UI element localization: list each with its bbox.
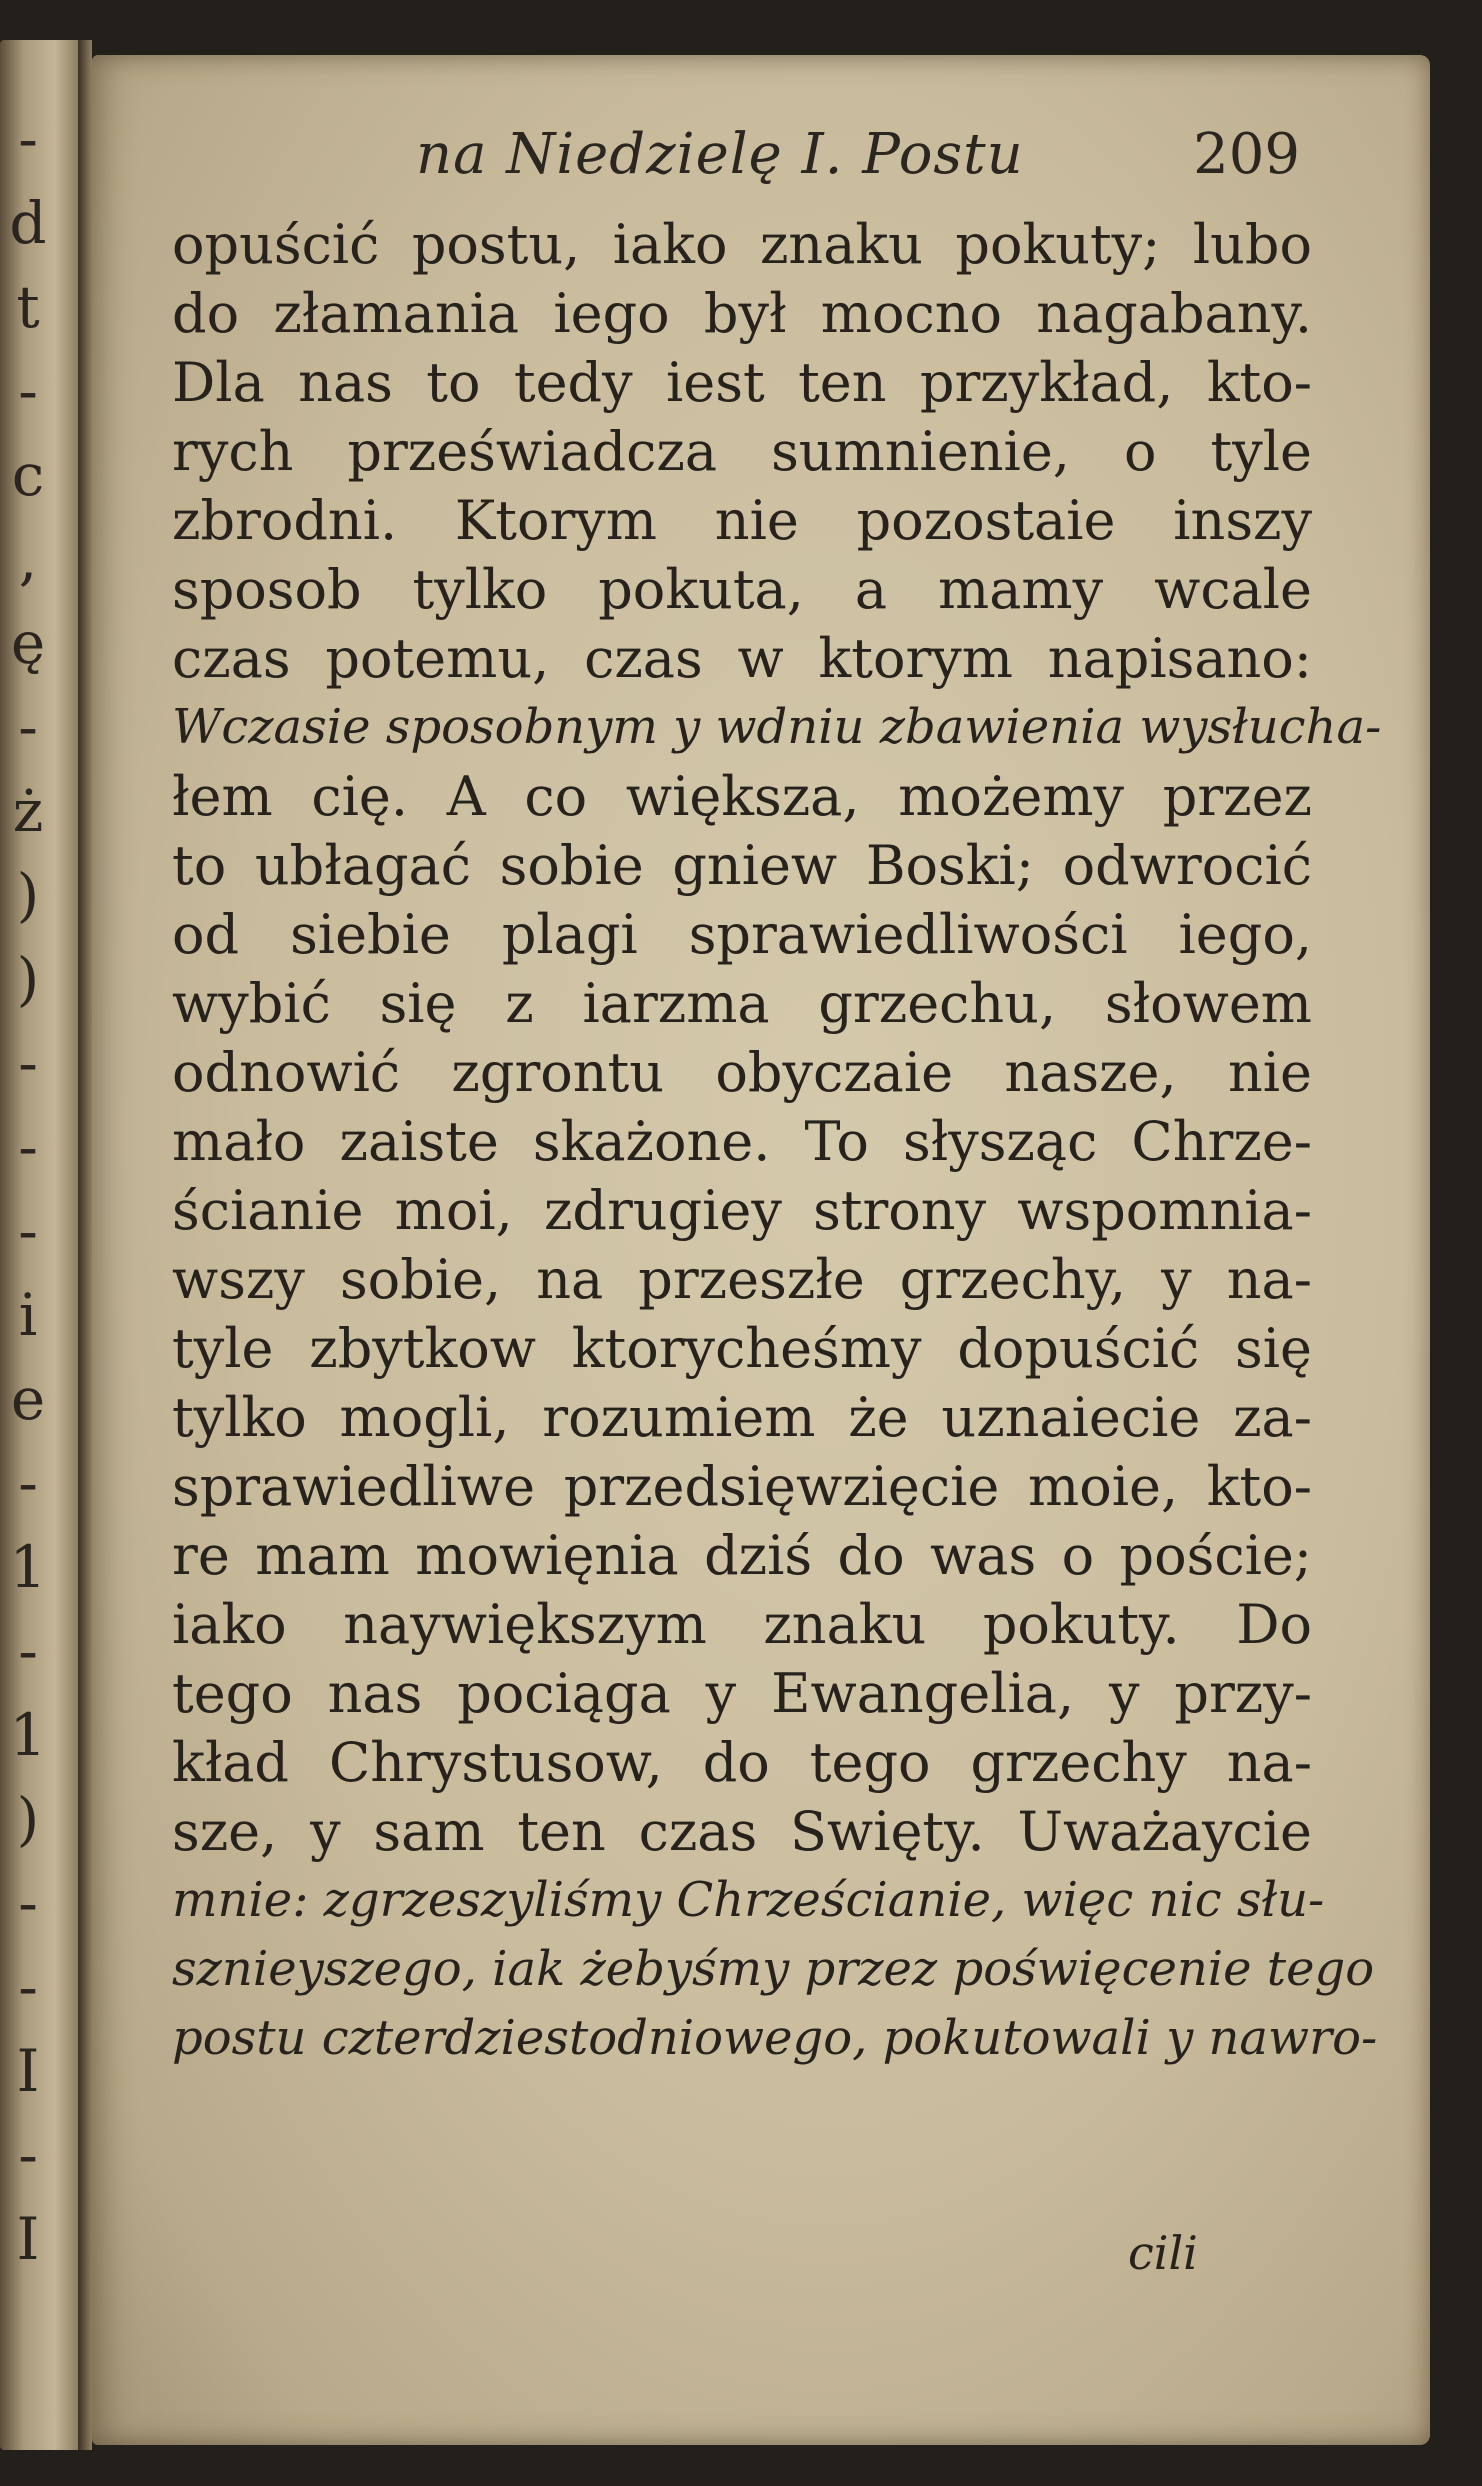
margin-glyph: - bbox=[18, 1869, 38, 1937]
text-line: to ubłagać sobie gniew Boski; odwrocić bbox=[172, 834, 1312, 897]
text-line: wszy sobie, na przeszłe grzechy, y na- bbox=[172, 1248, 1312, 1311]
text-line: mnie: zgrzeszyliśmy Chrześcianie, więc nic słu- bbox=[172, 1872, 1325, 1928]
margin-glyph: I bbox=[16, 2205, 40, 2273]
previous-page-edge bbox=[0, 40, 78, 2450]
margin-glyph: - bbox=[18, 1449, 38, 1517]
text-line: tego nas pociąga y Ewangelia, y przy- bbox=[172, 1662, 1312, 1725]
margin-glyph: - bbox=[18, 1029, 38, 1097]
text-line: iako naywiększym znaku pokuty. Do bbox=[172, 1593, 1312, 1656]
text-line: czas potemu, czas w ktorym napisano: bbox=[172, 627, 1312, 690]
text-line: sznieyszego, iak żebyśmy przez poświęcenie tego bbox=[172, 1941, 1375, 1997]
text-line: kład Chrystusow, do tego grzechy na- bbox=[172, 1731, 1312, 1794]
text-line: od siebie plagi sprawiedliwości iego, bbox=[172, 903, 1312, 966]
book-gutter bbox=[78, 40, 92, 2450]
text-line: zbrodni. Ktorym nie pozostaie inszy bbox=[172, 489, 1312, 552]
margin-glyph: i bbox=[18, 1281, 38, 1349]
margin-glyph: - bbox=[18, 1197, 38, 1265]
page-number: 209 bbox=[1193, 122, 1300, 187]
margin-glyph: - bbox=[18, 2121, 38, 2189]
running-head-title: na Niedzielę I. Postu bbox=[416, 122, 1024, 187]
margin-glyph: - bbox=[18, 1113, 38, 1181]
margin-glyph: c bbox=[11, 441, 45, 509]
text-line: sze, y sam ten czas Swięty. Uważaycie bbox=[172, 1800, 1312, 1863]
margin-glyph: 1 bbox=[9, 1533, 47, 1601]
text-line: rych przeświadcza sumnienie, o tyle bbox=[172, 420, 1312, 483]
margin-glyph: , bbox=[18, 525, 38, 593]
margin-glyph: I bbox=[16, 2037, 40, 2105]
text-line: do złamania iego był mocno nagabany. bbox=[172, 282, 1312, 345]
catchword: cili bbox=[1128, 2226, 1198, 2280]
margin-glyph: - bbox=[18, 693, 38, 761]
margin-glyph: - bbox=[18, 357, 38, 425]
text-line: ścianie moi, zdrugiey strony wspomnia- bbox=[172, 1179, 1312, 1242]
text-line: Wczasie sposobnym y wdniu zbawienia wysłucha- bbox=[172, 699, 1382, 755]
margin-glyph: ) bbox=[16, 861, 40, 929]
text-line: łem cię. A co większa, możemy przez bbox=[172, 765, 1312, 828]
text-line: tyle zbytkow ktorycheśmy dopuścić się bbox=[172, 1317, 1312, 1380]
text-line: sprawiedliwe przedsięwzięcie moie, kto- bbox=[172, 1455, 1312, 1518]
running-head bbox=[190, 122, 1300, 202]
text-line: postu czterdziestodniowego, pokutowali y nawro- bbox=[172, 2010, 1378, 2066]
margin-glyph: t bbox=[16, 273, 40, 341]
margin-glyph: d bbox=[9, 189, 47, 257]
text-line: tylko mogli, rozumiem że uznaiecie za- bbox=[172, 1386, 1312, 1449]
text-line: odnowić zgrontu obyczaie nasze, nie bbox=[172, 1041, 1312, 1104]
margin-glyph: e bbox=[10, 1365, 46, 1433]
text-line: opuścić postu, iako znaku pokuty; lubo bbox=[172, 213, 1312, 276]
margin-glyph: - bbox=[18, 1953, 38, 2021]
margin-glyph: - bbox=[18, 105, 38, 173]
text-line: re mam mowięnia dziś do was o poście; bbox=[172, 1524, 1312, 1587]
margin-glyph: ) bbox=[16, 1785, 40, 1853]
margin-glyph: ę bbox=[10, 609, 46, 677]
text-line: Dla nas to tedy iest ten przykład, kto- bbox=[172, 351, 1312, 414]
text-line: sposob tylko pokuta, a mamy wcale bbox=[172, 558, 1312, 621]
text-line: wybić się z iarzma grzechu, słowem bbox=[172, 972, 1312, 1035]
margin-glyph: ) bbox=[16, 945, 40, 1013]
body-text bbox=[172, 210, 1382, 2073]
margin-glyph: - bbox=[18, 1617, 38, 1685]
margin-glyph: ż bbox=[12, 777, 44, 845]
text-line: mało zaiste skażone. To słysząc Chrze- bbox=[172, 1110, 1312, 1173]
margin-glyph: 1 bbox=[9, 1701, 47, 1769]
